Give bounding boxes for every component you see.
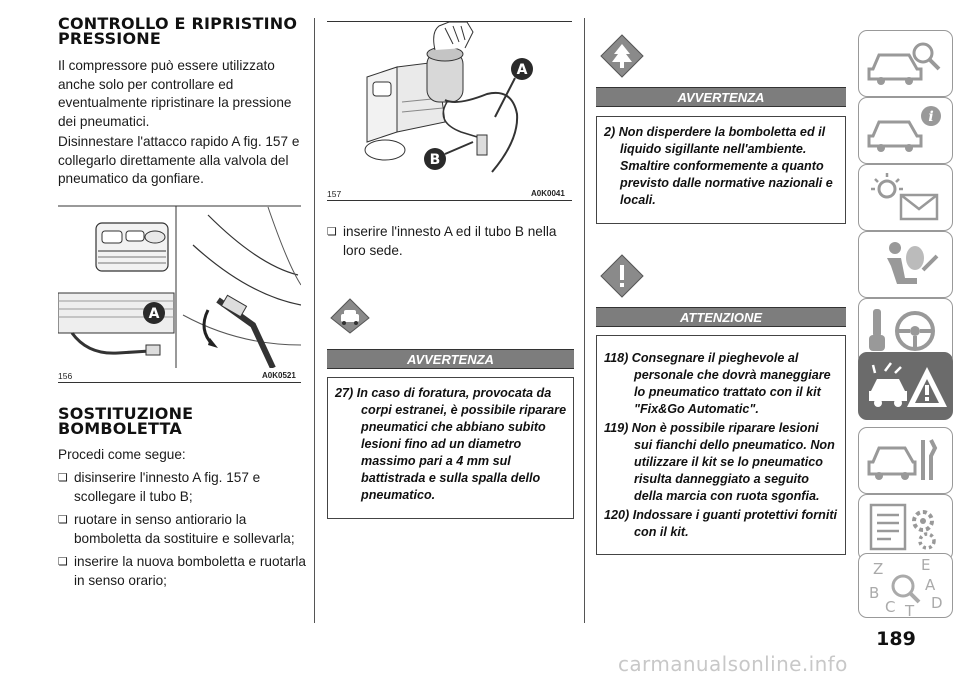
- column-divider-left: [314, 18, 315, 623]
- svg-text:Z: Z: [873, 560, 884, 578]
- page-number: 189: [876, 628, 916, 650]
- list-item: ❏ inserire la nuova bomboletta e ruotarla in senso orario;: [58, 553, 308, 590]
- watermark: carmanualsonline.info: [618, 652, 848, 676]
- caution-icon: [600, 254, 644, 298]
- bullet-list: [58, 469, 308, 591]
- list-item: ❏ ruotare in senso antiorario la bomboletta da sostituire e sollevarla;: [58, 511, 308, 548]
- alphabet-index-icon: [865, 558, 949, 618]
- specs-gears-icon: [865, 499, 945, 555]
- bullet-list: [327, 223, 572, 260]
- tab-index[interactable]: [858, 553, 953, 618]
- caution-box: [596, 335, 846, 555]
- svg-text:D: D: [931, 594, 943, 612]
- svg-text:B: B: [869, 584, 880, 602]
- svg-text:T: T: [905, 602, 915, 618]
- section-title-cartridge: SOSTITUZIONE BOMBOLETTA: [58, 404, 194, 438]
- label-a: A: [516, 62, 528, 78]
- figure-divider: [327, 200, 572, 201]
- figure-divider: [58, 382, 301, 383]
- warning-box: [596, 116, 846, 224]
- figure-156-number: 156: [58, 371, 73, 381]
- caution-note: 120) Indossare i guanti protettivi forniti con il kit.: [604, 508, 838, 539]
- tab-emergency[interactable]: [858, 352, 953, 420]
- car-emergency-triangle-icon: [865, 357, 949, 417]
- warning-note: 2) Non disperdere la bomboletta ed il liquido sigillante nell'ambiente. Smaltire conformemente a quanto previsto dalle normative nazionali e locali.: [604, 125, 833, 207]
- label-a: A: [148, 306, 160, 322]
- key-steering-wheel-icon: [865, 303, 945, 359]
- warning-lights-mail-icon: [865, 169, 945, 225]
- list-item: ❏ disinserire l'innesto A fig. 157 e scollegare il tubo B;: [58, 469, 308, 506]
- tab-technical-data[interactable]: [858, 494, 953, 561]
- tab-maintenance[interactable]: [858, 427, 953, 494]
- svg-text:E: E: [921, 558, 931, 574]
- figure-157-number: 157: [327, 189, 342, 199]
- airbag-seat-icon: [865, 236, 945, 292]
- tab-safety[interactable]: [858, 231, 953, 298]
- svg-text:C: C: [885, 598, 896, 616]
- figure-156: [58, 205, 301, 368]
- environment-icon: [600, 34, 644, 78]
- warning-header: AVVERTENZA: [327, 349, 574, 369]
- column-divider-right: [584, 18, 585, 623]
- section-title-pressure: CONTROLLO E RIPRISTINO PRESSIONE: [58, 14, 298, 48]
- paragraph: Disinnestare l'attacco rapido A fig. 157 e collegarlo direttamente alla valvola del pneumatico da gonfiare.: [58, 134, 300, 187]
- caution-note: 118) Consegnare il pieghevole al personale che dovrà maneggiare lo pneumatico trattato con il kit "Fix&Go Automatic".: [604, 351, 831, 416]
- car-info-icon: [865, 102, 945, 158]
- tab-car-search[interactable]: [858, 30, 953, 97]
- figure-156-code: A0K0521: [262, 371, 296, 380]
- caution-header: ATTENZIONE: [596, 307, 846, 327]
- car-tools-icon: [865, 432, 945, 488]
- compressor-illustration: [58, 205, 301, 368]
- car-search-icon: [865, 35, 945, 91]
- paragraph: Il compressore può essere utilizzato anche solo per controllare ed eventualmente ripristinare la pressione dei pneumatici.: [58, 58, 292, 129]
- svg-text:i: i: [928, 109, 934, 125]
- tab-warning-lights[interactable]: [858, 164, 953, 231]
- warning-note: 27) In caso di foratura, provocata da corpi estranei, è possibile riparare pneumatici che abbiano subito lesioni fino ad un diametro massimo pari a 4 mm sul battistrada e sulla spalla dello pneumatico.: [335, 386, 567, 502]
- warning-box: [327, 377, 574, 519]
- caution-note: 119) Non è possibile riparare lesioni sui fianchi dello pneumatico. Non utilizzare il kit se lo pneumatico risulta danneggiato a seguito della marcia con ruota sgonfia.: [604, 421, 835, 503]
- slippery-road-icon: [330, 298, 370, 334]
- cartridge-illustration: [327, 22, 572, 182]
- list-item: ❏ inserire l'innesto A ed il tubo B nella loro sede.: [327, 223, 572, 260]
- label-b: B: [429, 152, 441, 168]
- warning-header: AVVERTENZA: [596, 87, 846, 107]
- svg-text:A: A: [925, 576, 936, 594]
- intro-text: Procedi come segue:: [58, 447, 186, 462]
- tab-car-info[interactable]: [858, 97, 953, 164]
- figure-157: [327, 22, 572, 182]
- figure-157-code: A0K0041: [531, 189, 565, 198]
